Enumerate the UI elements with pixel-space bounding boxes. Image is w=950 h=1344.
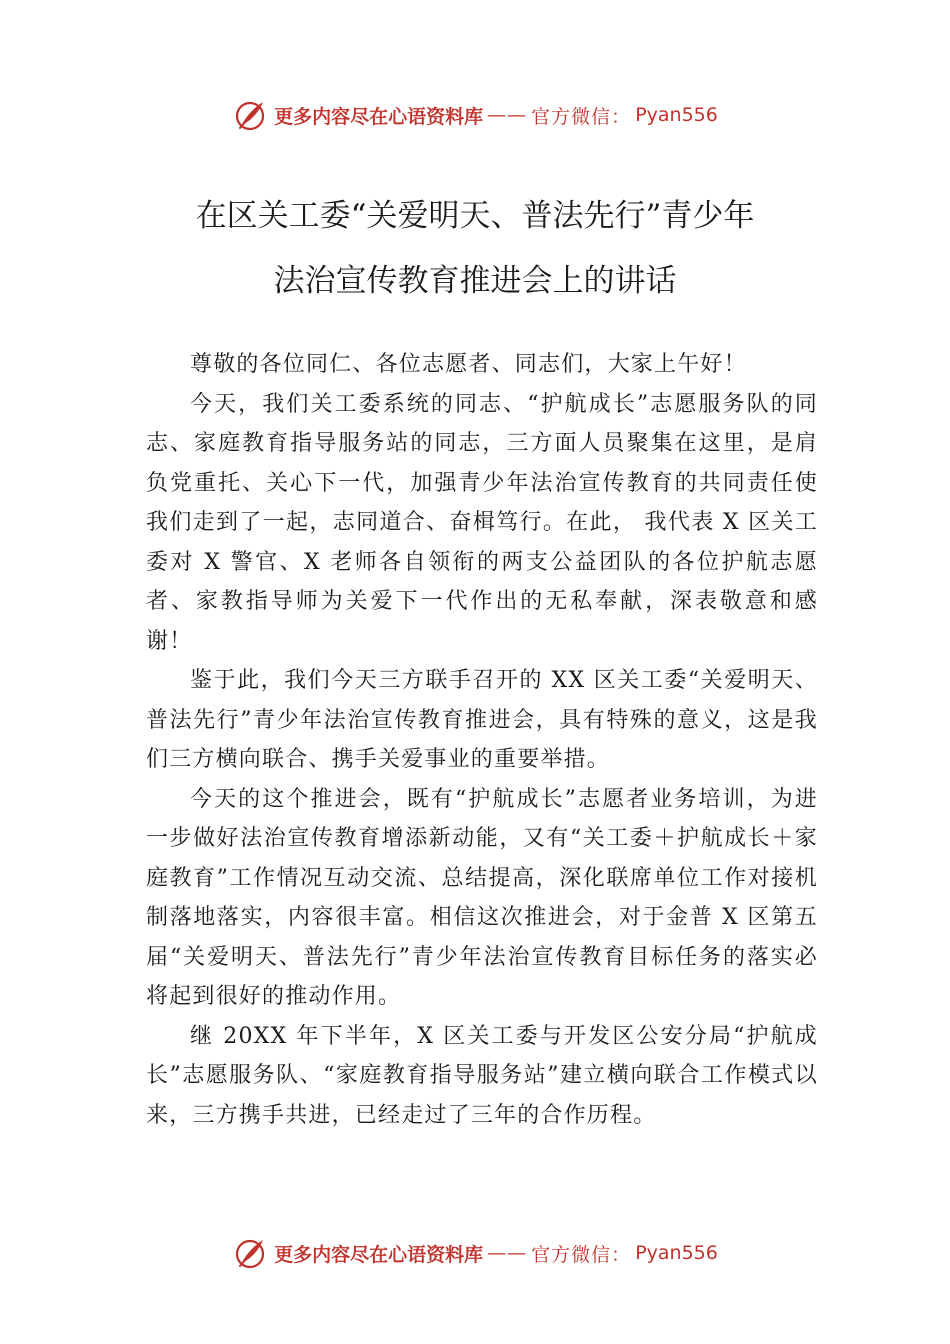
document-body	[146, 345, 818, 1135]
feather-quill-logo-icon	[232, 1235, 268, 1271]
banner-official-label: 官方微信：	[531, 1243, 632, 1266]
paragraph-2: 鉴于此，我们今天三方联手召开的 XX 区关工委“关爱明天、普法先行”青少年法治宣传教育推进会，具有特殊的意义，这是我们三方横向联合、携手关爱事业的重要举措。	[146, 668, 818, 772]
banner-dash: ——	[487, 1242, 528, 1264]
paragraph-1: 今天，我们关工委系统的同志、“护航成长”志愿服务队的同志、家庭教育指导服务站的同志，三方面人员聚集在这里，是肩负党重托、关心下一代，加强青少年法治宣传教育的共同责任使我们走到了一起，志同道合、奋楫笃行。在此， 我代表 X 区关工委对 X 警官、X 老师各自领衔的两支公益团队的各位护航志愿者、家教指导师为关爱下一代作出的无私奉献，深表敬意和感谢！	[146, 391, 818, 654]
header-banner	[0, 96, 950, 134]
feather-quill-logo-icon	[232, 97, 268, 133]
banner-main-text: 更多内容尽在心语资料库	[274, 1243, 484, 1266]
banner-main-text: 更多内容尽在心语资料库	[274, 105, 484, 128]
banner-official-label: 官方微信：	[531, 105, 632, 128]
banner-wechat-handle: Pyan556	[635, 104, 718, 126]
paragraph-3: 今天的这个推进会，既有“护航成长”志愿者业务培训，为进一步做好法治宣传教育增添新动能，又有“关工委＋护航成长＋家庭教育”工作情况互动交流、总结提高，深化联席单位工作对接机制落地落实，内容很丰富。相信这次推进会，对于金普 X 区第五届“关爱明天、普法先行”青少年法治宣传教育目标任务的落实必将起到很好的推动作用。	[146, 786, 818, 1009]
paragraph-4: 继 20XX 年下半年，X 区关工委与开发区公安分局“护航成长”志愿服务队、“家庭教育指导服务站”建立横向联合工作模式以来，三方携手共进，已经走过了三年的合作历程。	[146, 1023, 818, 1128]
footer-banner	[0, 1234, 950, 1272]
banner-dash: ——	[487, 104, 528, 126]
document-title-line-1: 在区关工委“关爱明天、普法先行”青少年	[195, 198, 755, 234]
banner-wechat-handle: Pyan556	[635, 1242, 718, 1264]
document-title-line-2: 法治宣传教育推进会上的讲话	[273, 263, 677, 299]
paragraph-greeting: 尊敬的各位同仁、各位志愿者、同志们，大家上午好！	[190, 352, 747, 377]
